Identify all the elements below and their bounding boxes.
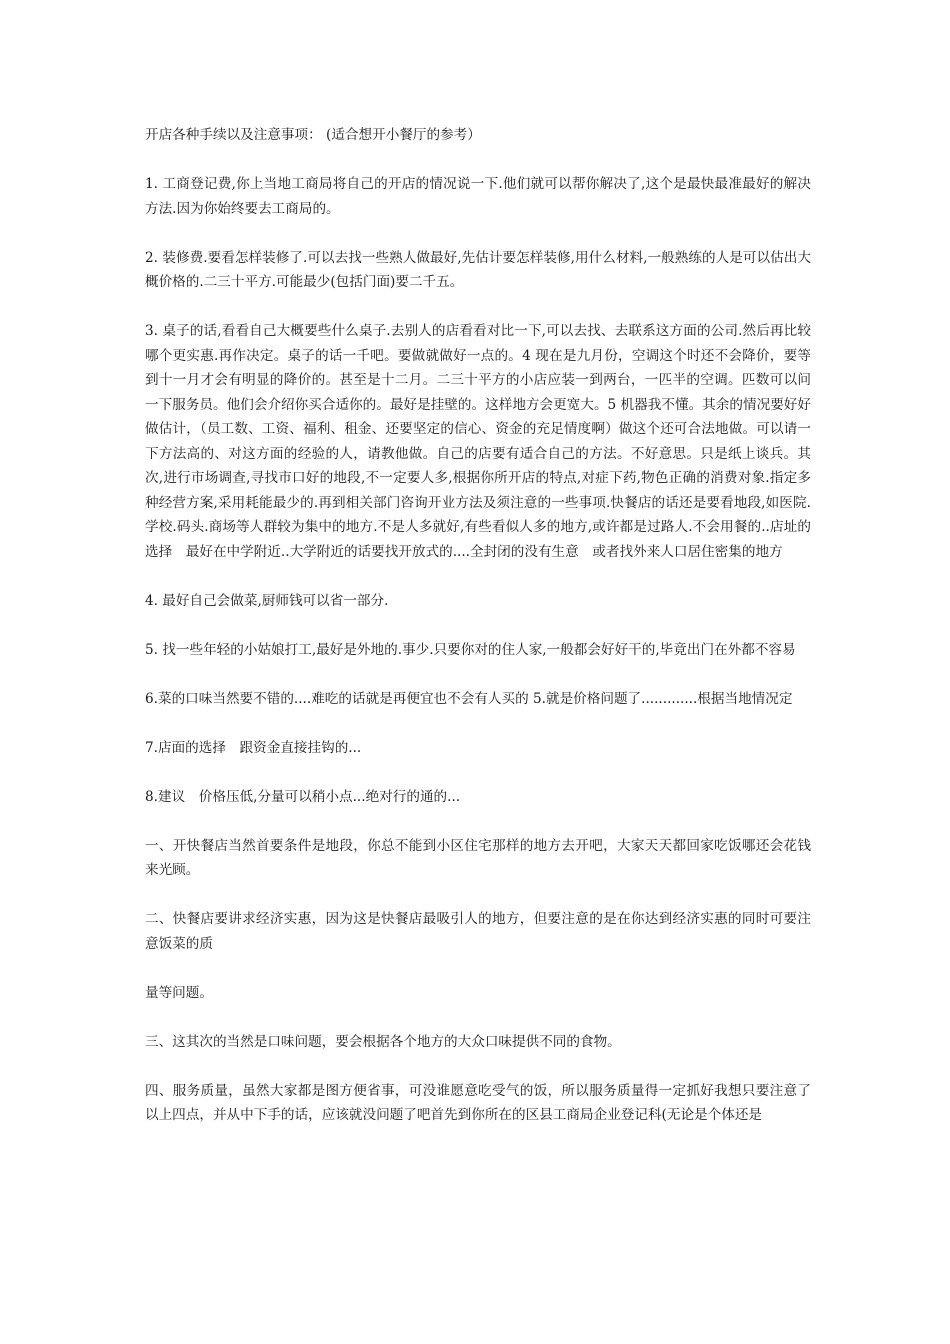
paragraph-item-8: 8.建议 价格压低,分量可以稍小点...绝对行的通的... bbox=[145, 788, 461, 805]
paragraph-section-two: 二、快餐店要讲求经济实惠，因为这是快餐店最吸引人的地方，但要注意的是在你达到经济实惠的同时可要注意饭菜的质 bbox=[145, 911, 811, 952]
paragraph-item-4: 4. 最好自己会做菜,厨师钱可以省一部分. bbox=[145, 592, 389, 609]
paragraph-section-three: 三、这其次的当然是口味问题，要会根据各个地方的大众口味提供不同的食物。 bbox=[145, 1033, 621, 1050]
paragraph-section-two-continued: 量等问题。 bbox=[145, 984, 213, 1001]
paragraph-item-3: 3. 桌子的话,看看自己大概要些什么桌子.去别人的店看看对比一下,可以去找、去联系这方面的公司.然后再比较哪个更实惠.再作决定。桌子的话一千吧。要做就做好一点的。4 现在是九月份，空调这个时还不会降价，要等到十一月才会有明显的降价的。甚至是十二月。二三十平方的小店应装一到两台，一匹半的空调。匹数可以问一下服务员。他们会介绍你买合适你的。最好是挂壁的。这样地方会更宽大。5 机器我不懂。其余的情况要好好做估计，（员工数、工资、福利、租金、还要坚定的信心、资金的充足情度啊）做这个还可合法地做。可以请一下方法高的、对这方面的经验的人，请教他做。自己的店要有适合自己的方法。不好意思。只是纸上谈兵。其次,进行市场调查,寻找市口好的地段,不一定要人多,根据你所开店的特点,对症下药,物色正确的消费对象.指定多种经营方案,采用耗能最少的.再到相关部门咨询开业方法及须注意的一些事项.快餐店的话还是要看地段,如医院.学校.码头.商场等人群较为集中的地方.不是人多就好,有些看似人多的地方,或许都是过路人.不会用餐的..店址的选择 最好在中学附近..大学附近的话要找开放式的....全封闭的没有生意 或者找外来人口居住密集的地方 bbox=[145, 323, 811, 560]
paragraph-section-one: 一、开快餐店当然首要条件是地段，你总不能到小区住宅那样的地方去开吧，大家天天都回家吃饭哪还会花钱来光顾。 bbox=[145, 837, 811, 878]
paragraph-item-2: 2. 装修费.要看怎样装修了.可以去找一些熟人做最好,先估计要怎样装修,用什么材料,一般熟练的人是可以估出大概价格的.二三十平方.可能最少(包括门面)要二千五。 bbox=[145, 249, 811, 290]
paragraph-item-5: 5. 找一些年轻的小姑娘打工,最好是外地的.事少.只要你对的住人家,一般都会好好干的,毕竟出门在外都不容易 bbox=[145, 641, 796, 658]
document-body bbox=[145, 123, 811, 1152]
document-title: 开店各种手续以及注意事项： (适合想开小餐厅的参考） bbox=[145, 127, 481, 143]
paragraph-item-6: 6.菜的口味当然要不错的....难吃的话就是再便宜也不会有人买的 5.就是价格问题了.............根据当地情况定 bbox=[145, 690, 793, 707]
paragraph-section-four: 四、服务质量，虽然大家都是图方便省事，可没谁愿意吃受气的饭，所以服务质量得一定抓好我想只要注意了以上四点，并从中下手的话，应该就没问题了吧首先到你所在的区县工商局企业登记科(无论是个体还是 bbox=[145, 1082, 811, 1123]
paragraph-item-1: 1. 工商登记费,你上当地工商局将自己的开店的情况说一下.他们就可以帮你解决了,这个是最快最准最好的解决方法.因为你始终要去工商局的。 bbox=[145, 176, 811, 217]
paragraph-item-7: 7.店面的选择 跟资金直接挂钩的... bbox=[145, 739, 362, 756]
